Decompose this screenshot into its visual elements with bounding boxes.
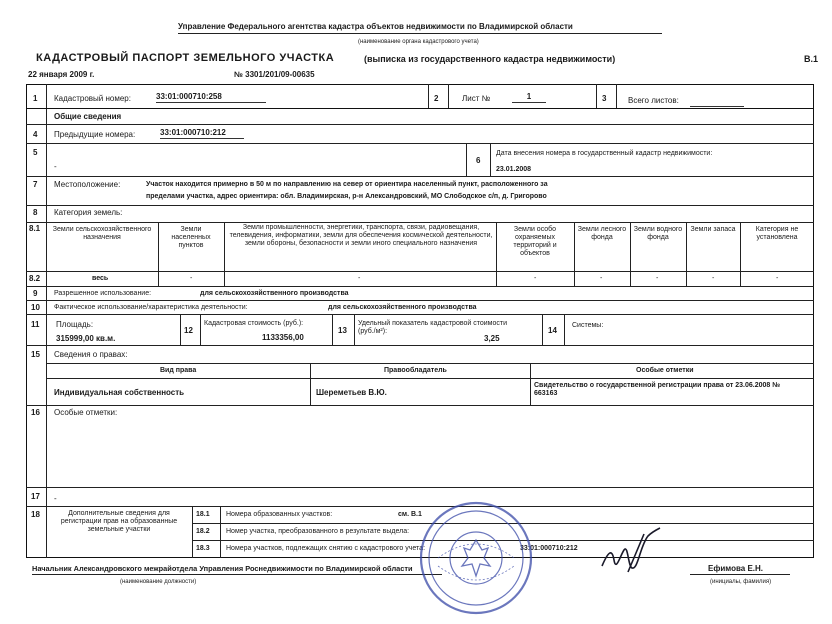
category-industry: Земли промышленности, энергетики, транспорта, связи, радиовещания, телевидения, информатики, земли для обеспечения космической деятельности, земли обороны, безопасности и земли иного специального назначения [229, 224, 493, 247]
specific-cost-value: 3,25 [484, 334, 500, 343]
permitted-use-value: для сельскохозяйственного производства [200, 290, 349, 297]
row-12-number: 12 [184, 326, 193, 335]
area-value: 315999,00 кв.м. [56, 334, 116, 343]
category-value-forest: - [600, 275, 603, 282]
row-15-number: 15 [31, 350, 40, 359]
previous-numbers-value: 33:01:000710:212 [160, 128, 244, 139]
row-9-number: 9 [33, 289, 38, 298]
signature-icon [598, 526, 668, 584]
land-category-label: Категория земель: [54, 208, 123, 217]
cadastral-cost-value: 1133356,00 [262, 333, 304, 342]
form-code: В.1 [804, 54, 819, 64]
row-17-value: - [54, 494, 57, 503]
category-reserve: Земли запаса [690, 226, 736, 233]
row-7-number: 7 [33, 180, 38, 189]
category-water: Земли водного фонда [633, 226, 683, 241]
category-forest: Земли лесного фонда [577, 226, 627, 241]
sheet-label: Лист № [462, 94, 491, 103]
category-value-water: - [656, 275, 659, 282]
category-value-protected: - [534, 275, 537, 282]
row-8-number: 8 [33, 208, 38, 217]
row-10-number: 10 [31, 303, 40, 312]
official-seal-icon [418, 500, 534, 616]
official-name: Ефимова Е.Н. [708, 564, 763, 573]
agency-sub: (наименование органа кадастрового учета) [358, 39, 479, 45]
document-number: № 3301/201/09-00635 [234, 70, 315, 79]
row-13-number: 13 [338, 326, 347, 335]
systems-label: Системы: [572, 322, 604, 329]
deregistered-plots-label: Номера участков, подлежащих снятию с кадастрового учета: [226, 545, 426, 552]
formed-plots-value: см. В.1 [398, 511, 422, 518]
row-6-number: 6 [476, 156, 481, 165]
location-line-2: пределами участка, адрес ориентира: обл. Владимирская, р-н Александровский, МО Слободское с/п, д. Григорово [146, 193, 547, 200]
row-5-value: - [54, 162, 57, 171]
row-1-number: 1 [33, 94, 38, 103]
category-value-agricultural: весь [92, 275, 109, 282]
formed-plots-label: Номера образованных участков: [226, 511, 333, 518]
category-value-undefined: - [776, 275, 779, 282]
transformed-plot-label: Номер участка, преобразованного в результате выдела: [226, 528, 410, 535]
row-18-2-number: 18.2 [196, 528, 210, 535]
row-17-number: 17 [31, 492, 40, 501]
total-sheets-label: Всего листов: [628, 96, 679, 105]
right-type-value: Индивидуальная собственность [54, 388, 185, 397]
row-3-number: 3 [602, 94, 607, 103]
row-18-number: 18 [31, 510, 40, 519]
cadastral-number-value: 33:01:000710:258 [156, 92, 266, 103]
official-name-sub: (инициалы, фамилия) [710, 579, 772, 585]
rights-head-holder: Правообладатель [384, 367, 447, 374]
additional-info-label: Дополнительные сведения для регистрации прав на образованные земельные участки [60, 510, 178, 533]
cadastral-number-label: Кадастровый номер: [54, 94, 131, 103]
agency-name: Управление Федерального агентства кадастра объектов недвижимости по Владимирской области [178, 22, 573, 31]
category-settlements: Земли населенных пунктов [171, 226, 211, 249]
row-4-number: 4 [33, 130, 38, 139]
actual-use-label: Фактическое использование/характеристика деятельности: [54, 304, 248, 311]
general-section-title: Общие сведения [54, 112, 122, 121]
category-value-reserve: - [712, 275, 715, 282]
right-note-value: Свидетельство о государственной регистрации права от 23.06.2008 № 663163 [534, 382, 781, 397]
rights-label: Сведения о правах: [54, 350, 128, 359]
actual-use-value: для сельскохозяйственного производства [328, 304, 477, 311]
specific-cost-label: Удельный показатель кадастровой стоимости (руб./м²): [358, 320, 507, 335]
location-line-1: Участок находится примерно в 50 м по направлению на север от ориентира населенный пункт, расположенного за [146, 181, 548, 188]
deregistered-plots-value: 33:01:000710:212 [520, 545, 578, 552]
row-16-number: 16 [31, 408, 40, 417]
permitted-use-label: Разрешенное использование: [54, 290, 152, 297]
rights-head-type: Вид права [160, 367, 197, 374]
cadastral-cost-label: Кадастровая стоимость (руб.): [204, 320, 304, 327]
location-label: Местоположение: [54, 180, 121, 189]
category-protected: Земли особо охраняемых территорий и объектов [513, 226, 557, 257]
row-2-number: 2 [434, 94, 439, 103]
official-position-sub: (наименование должности) [120, 579, 197, 585]
entry-date-label: Дата внесения номера в государственный кадастр недвижимости: [496, 150, 713, 157]
category-undefined: Категория не установлена [755, 226, 799, 241]
category-value-industry: - [358, 275, 361, 282]
special-notes-label: Особые отметки: [54, 408, 118, 417]
row-11-number: 11 [31, 320, 40, 329]
document-date: 22 января 2009 г. [28, 70, 95, 79]
row-14-number: 14 [548, 326, 557, 335]
row-8-2-number: 8.2 [29, 274, 41, 283]
right-holder-value: Шереметьев В.Ю. [316, 388, 387, 397]
document-title: КАДАСТРОВЫЙ ПАСПОРТ ЗЕМЕЛЬНОГО УЧАСТКА [36, 52, 335, 64]
row-5-number: 5 [33, 148, 38, 157]
rights-head-notes: Особые отметки [636, 367, 694, 374]
entry-date-value: 23.01.2008 [496, 166, 532, 173]
row-18-3-number: 18.3 [196, 545, 210, 552]
official-position: Начальник Александровского межрайотдела Управления Роснедвижимости по Владимирской области [32, 564, 413, 573]
area-label: Площадь: [56, 320, 94, 329]
category-agricultural: Земли сельскохозяйственного назначения [52, 226, 152, 241]
row-8-1-number: 8.1 [29, 224, 41, 233]
document-subtitle: (выписка из государственного кадастра недвижимости) [364, 54, 616, 64]
previous-numbers-label: Предыдущие номера: [54, 130, 136, 139]
row-18-1-number: 18.1 [196, 511, 210, 518]
category-value-settlements: - [190, 275, 193, 282]
sheet-value: 1 [512, 92, 546, 103]
